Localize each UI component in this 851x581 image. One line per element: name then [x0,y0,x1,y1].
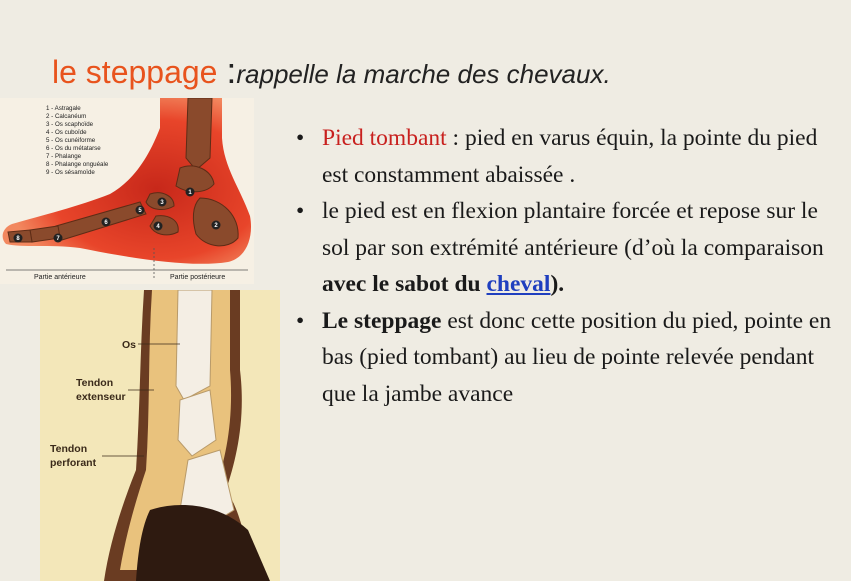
bone-number: 4 [156,224,160,230]
label-perforant-line1: Tendon [50,443,88,455]
bullet-item [292,120,832,193]
legend-item: 8 - Phalange onguéale [46,161,109,168]
part-back-label: Partie postérieure [170,274,226,281]
cheval-link[interactable]: cheval [486,271,551,297]
legend-item: 2 - Calcanéum [46,113,87,120]
bone-number: 5 [138,208,142,214]
bone-number: 8 [16,236,20,242]
bone-number: 7 [56,236,60,242]
bullet-text: le pied est en flexion plantaire forcée et repose sur le sol par son extrémité antérieure (d’où la comparaison [322,198,824,261]
title-colon: : [226,50,237,91]
bullet-term: Pied tombant [322,125,447,151]
title-main: le steppage [52,54,227,90]
legend-item: 3 - Os scaphoïde [46,121,94,128]
bullet-item [292,193,832,303]
hoof [136,505,270,581]
horse-hoof-illustration [40,290,280,581]
bullet-term: steppage [353,307,442,334]
foot-anatomy-figure [0,98,254,284]
bullet-item [292,303,832,413]
bone-number: 1 [188,190,192,196]
part-front-label: Partie antérieure [34,274,86,281]
bullet-lead: Le [322,307,354,334]
bullet-list [292,120,832,412]
bullet-text: : pied en varus équin, la pointe du pied est constamment abaissée . [322,125,818,188]
label-bone: Os [122,339,137,351]
bone-number: 2 [214,223,218,229]
foot-anatomy-illustration [0,98,254,284]
bullet-text: est donc cette position du pied, pointe en bas (pied tombant) au lieu de pointe relevée pendant que la jambe avance [322,307,832,407]
legend-item: 6 - Os du métatarse [46,145,101,152]
legend-item: 7 - Phalange [46,153,82,160]
bone-number: 6 [104,220,108,226]
bone-number: 3 [160,200,164,206]
horse-hoof-figure [40,290,280,581]
bullet-bold: avec le sabot du [322,271,487,297]
label-extensor-line1: Tendon [76,377,114,389]
title-subtitle: rappelle la marche des chevaux. [236,59,611,89]
bone-cannon [176,290,212,400]
bone-tibia [186,98,212,170]
legend-item: 4 - Os cuboïde [46,129,87,136]
legend-item: 5 - Os cunéiforme [46,137,96,144]
slide-title [52,50,611,92]
legend-item: 1 - Astragale [46,105,81,112]
legend-item: 9 - Os sésamoïde [46,169,95,176]
label-extensor-line2: extenseur [76,391,126,403]
label-perforant-line2: perforant [50,457,97,469]
bullet-bold: ). [550,271,565,297]
